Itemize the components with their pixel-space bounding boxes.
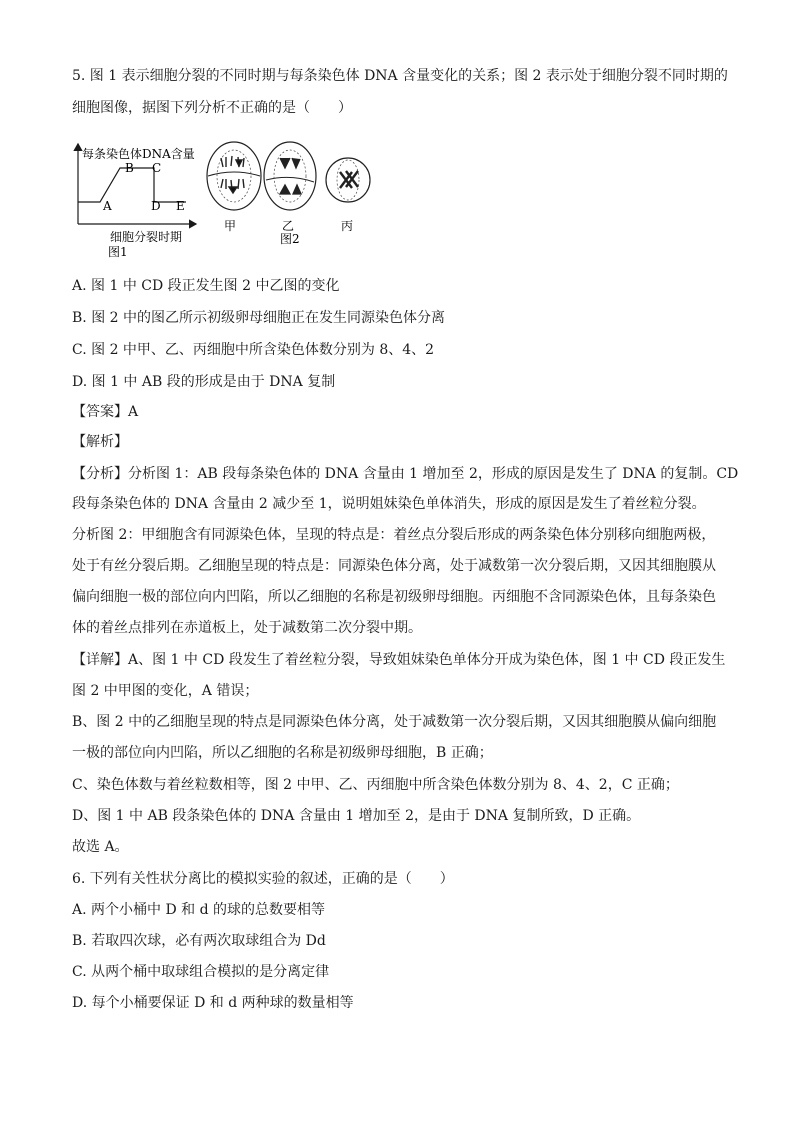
cell-yi (264, 142, 316, 210)
figure-1 (70, 138, 200, 266)
point-label-a: A (103, 199, 112, 213)
figure-2 (200, 138, 380, 248)
figure-2-caption: 图2 (280, 232, 300, 246)
analysis-title: 【解析】 (72, 434, 128, 450)
answer: 【答案】A (72, 404, 139, 420)
analysis-line: 【详解】A、图 1 中 CD 段发生了着丝粒分裂，导致姐妹染色单体分开成为染色体，图 1 中 CD 段正发生 (72, 652, 726, 668)
q6-option-d: D. 每个小桶要保证 D 和 d 两种球的数量相等 (72, 995, 354, 1011)
cell-bing (326, 158, 370, 202)
analysis-line: 分析图 2：甲细胞含有同源染色体，呈现的特点是：着丝点分裂后形成的两条染色体分别移向细胞两极， (72, 527, 716, 543)
x-axis-label: 细胞分裂时期 (110, 230, 183, 244)
point-label-b: B (125, 161, 134, 175)
cell-label-bing: 丙 (341, 219, 354, 233)
q6-stem: 6. 下列有关性状分离比的模拟实验的叙述，正确的是（ ） (72, 871, 454, 887)
analysis-line: B、图 2 中的乙细胞呈现的特点是同源染色体分离，处于减数第一次分裂后期，又因其细胞膜从偏向细胞 (72, 714, 717, 730)
q6-option-a: A. 两个小桶中 D 和 d 的球的总数要相等 (72, 902, 325, 918)
chromosomes-yi (280, 158, 301, 194)
cell-label-yi: 乙 (282, 219, 295, 233)
q5-option-c: C. 图 2 中甲、乙、丙细胞中所含染色体数分别为 8、4、2 (72, 342, 435, 358)
analysis-line: 体的着丝点排列在赤道板上，处于减数第二次分裂中期。 (72, 620, 422, 636)
analysis-line: 段每条染色体的 DNA 含量由 2 减少至 1，说明姐妹染色单体消失，形成的原因是发生了着丝粒分裂。 (72, 496, 706, 512)
q5-option-b: B. 图 2 中的图乙所示初级卵母细胞正在发生同源染色体分离 (72, 310, 445, 326)
chromosomes-jia (221, 156, 244, 193)
q6-option-c: C. 从两个桶中取球组合模拟的是分离定律 (72, 964, 330, 980)
q5-stem-line1: 5. 图 1 表示细胞分裂的不同时期与每条染色体 DNA 含量变化的关系；图 2 表示处于细胞分裂不同时期的 (72, 68, 728, 84)
point-label-c: C (152, 161, 162, 175)
q5-stem-line2: 细胞图像，据图下列分析不正确的是（ ） (72, 100, 352, 116)
analysis-line: 处于有丝分裂后期。乙细胞呈现的特点是：同源染色体分离，处于减数第一次分裂后期，又因其细胞膜从 (72, 558, 716, 574)
analysis-line: 一极的部位向内凹陷，所以乙细胞的名称是初级卵母细胞，B 正确； (72, 745, 493, 761)
y-axis-label: 每条染色体DNA含量 (82, 147, 195, 161)
analysis-line: 偏向细胞一极的部位向内凹陷，所以乙细胞的名称是初级卵母细胞。丙细胞不含同源染色体，且每条染色 (72, 589, 716, 605)
point-label-d: D (151, 199, 161, 213)
q6-option-b: B. 若取四次球，必有两次取球组合为 Dd (72, 933, 326, 949)
q5-option-d: D. 图 1 中 AB 段的形成是由于 DNA 复制 (72, 374, 336, 390)
analysis-line: 故选 A。 (72, 839, 129, 855)
analysis-line: C、染色体数与着丝粒数相等，图 2 中甲、乙、丙细胞中所含染色体数分别为 8、4、2，C 正确； (72, 777, 679, 793)
analysis-line: D、图 1 中 AB 段条染色体的 DNA 含量由 1 增加至 2，是由于 DNA 复制所致，D 正确。 (72, 808, 641, 824)
analysis-line: 图 2 中甲图的变化，A 错误； (72, 683, 259, 699)
cell-jia (207, 142, 261, 210)
q5-option-a: A. 图 1 中 CD 段正发生图 2 中乙图的变化 (72, 278, 340, 294)
figure-1-caption: 图1 (108, 245, 128, 259)
analysis-line: 【分析】分析图 1：AB 段每条染色体的 DNA 含量由 1 增加至 2，形成的原因是发生了 DNA 的复制。CD (72, 466, 739, 482)
point-label-e: E (176, 199, 185, 213)
chromosomes-bing (340, 171, 358, 188)
cell-label-jia: 甲 (224, 219, 237, 233)
